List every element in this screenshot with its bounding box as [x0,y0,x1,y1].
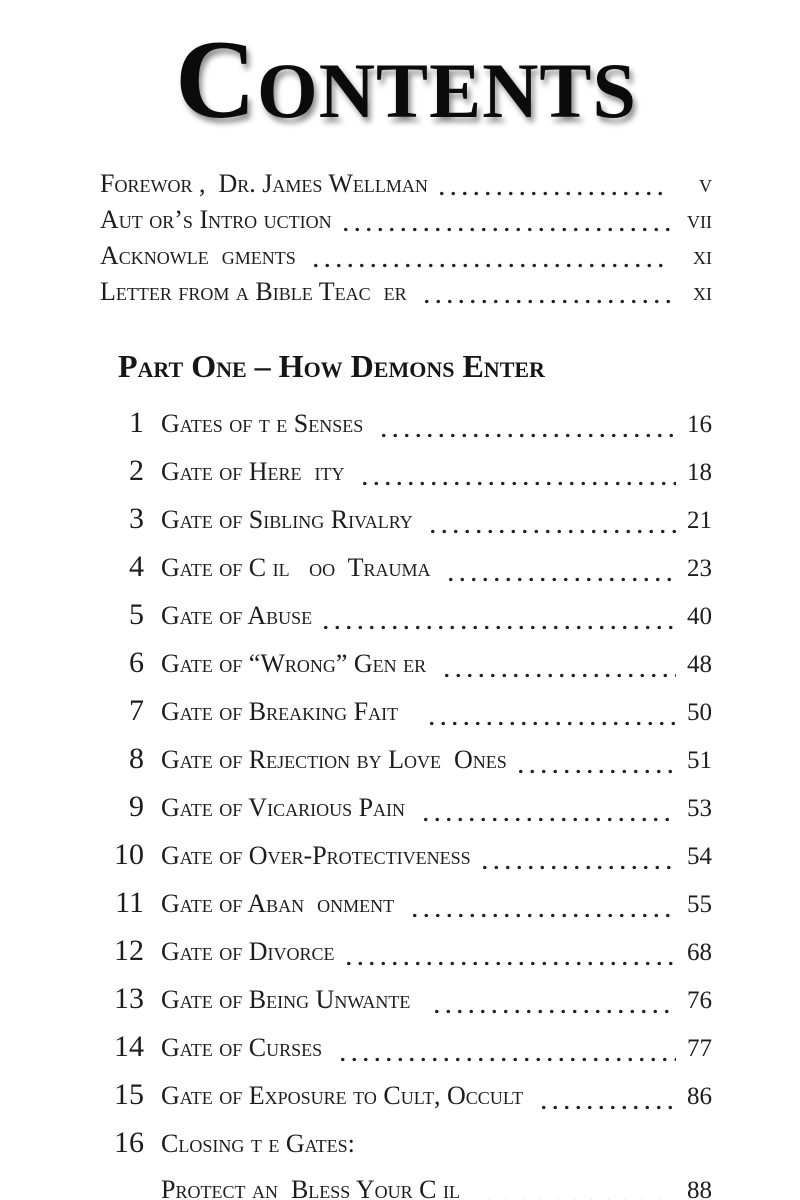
page-title-text: Contents [175,18,637,142]
toc-entry-chapter-6 [100,640,712,688]
chapter-number: 16 [114,1125,144,1159]
chapter-page-number: 77 [687,1034,712,1062]
chapter-title: Gate of Breaking Fait [161,696,418,726]
chapter-number: 14 [114,1029,144,1063]
toc-entry-chapter-10 [100,832,712,880]
toc-entry-chapter-5 [100,592,712,640]
front-matter-list [100,166,712,310]
chapter-number: 4 [129,549,144,583]
chapter-page-number: 86 [687,1082,712,1110]
toc-entry-letter-from-bible-teacher [100,274,712,310]
toc-entry-chapter-14 [100,1024,712,1072]
entry-label: Letter from a Bible Teac er [100,276,414,306]
dot-leader [310,238,670,274]
chapter-page-number: 23 [687,554,712,582]
dot-leader [320,592,676,640]
chapter-page-number: 18 [687,458,712,486]
chapter-page-number: 51 [687,746,712,774]
chapter-page-number: 48 [687,650,712,678]
toc-entry-chapter-3 [100,496,712,544]
chapter-title: Closing t e Gates: [161,1128,355,1158]
dot-leader [343,928,676,976]
toc-entry-acknowledgments [100,238,712,274]
toc-entry-chapter-15 [100,1072,712,1120]
chapter-page-number: 16 [687,410,712,438]
chapter-title: Gate of Vicarious Pain [161,792,412,822]
chapter-page-number: 76 [687,986,712,1014]
chapter-page-number: 68 [687,938,712,966]
dot-leader [515,736,676,784]
chapter-page-number: 55 [687,890,712,918]
dot-leader [340,202,670,238]
dot-leader [426,688,676,736]
entry-label: Forewor , Dr. James Wellman [100,168,428,198]
chapter-number: 6 [129,645,144,679]
chapter-number: 12 [114,933,144,967]
part-one-heading: Part One – How Demons Enter [118,347,545,384]
chapter-title: Gate of Abuse [161,600,313,630]
chapter-number: 10 [114,837,144,871]
chapter-number: 9 [129,789,144,823]
dot-leader [538,1072,676,1120]
chapter-title: Gate of Divorce [161,936,335,966]
chapter-title: Gates of t e Senses [161,408,370,438]
toc-entry-chapter-16 [100,1120,712,1167]
chapter-number: 1 [129,405,144,439]
dot-leader [445,544,676,592]
toc-entry-foreword [100,166,712,202]
toc-entry-chapter-12 [100,928,712,976]
toc-entry-chapter-9 [100,784,712,832]
chapter-number: 5 [129,597,144,631]
dot-leader [378,400,676,448]
dot-leader [431,976,676,1024]
toc-entry-chapter-11 [100,880,712,928]
chapter-title: Gate of Being Unwante [161,984,424,1014]
chapter-list [100,400,712,1200]
chapter-title-line-2: Protect an Bless Your C il [161,1174,473,1200]
entry-label: Aut or’s Intro uction [100,204,332,234]
chapter-page-number: 53 [687,794,712,822]
toc-entry-authors-introduction [100,202,712,238]
dot-leader [427,496,676,544]
toc-entry-chapter-8 [100,736,712,784]
toc-entry-chapter-4 [100,544,712,592]
toc-entry-chapter-7 [100,688,712,736]
chapter-title: Gate of “Wrong” Gen er [161,648,433,678]
chapter-title: Gate of Rejection by Love Ones [161,744,507,774]
dot-leader [481,1167,676,1200]
chapter-title: Gate of Curses [161,1032,329,1062]
chapter-title: Gate of C il oo Trauma [161,552,438,582]
chapter-page-number: 40 [687,602,712,630]
chapter-title: Gate of Here ity [161,456,352,486]
page-title [100,18,712,142]
chapter-title: Gate of Sibling Rivalry [161,504,420,534]
dot-leader [409,880,676,928]
toc-entry-chapter-1 [100,400,712,448]
dot-leader [337,1024,676,1072]
chapter-number: 8 [129,741,144,775]
dot-leader [359,448,676,496]
toc-entry-chapter-16-continuation [100,1167,712,1200]
dot-leader [436,166,670,202]
chapter-page-number: 50 [687,698,712,726]
chapter-number: 7 [129,693,144,727]
chapter-number: 11 [115,885,144,919]
dot-leader [479,832,676,880]
toc-entry-chapter-2 [100,448,712,496]
chapter-page-number: 88 [687,1176,712,1200]
entry-label: Acknowle gments [100,240,303,270]
chapter-title: Gate of Exposure to Cult, Occult [161,1080,530,1110]
dot-leader [421,274,670,310]
dot-leader [441,640,676,688]
chapter-page-number: 54 [687,842,712,870]
chapter-title: Gate of Aban onment [161,888,401,918]
chapter-number: 13 [114,981,144,1015]
toc-entry-chapter-13 [100,976,712,1024]
chapter-number: 15 [114,1077,144,1111]
chapter-number: 3 [129,501,144,535]
entry-page-number: xi [693,240,712,270]
dot-leader [420,784,676,832]
entry-page-number: vii [687,204,712,234]
entry-page-number: xi [693,276,712,306]
chapter-page-number: 21 [687,506,712,534]
entry-page-number: v [699,168,712,198]
chapter-number: 2 [129,453,144,487]
chapter-title: Gate of Over-Protectiveness [161,840,471,870]
